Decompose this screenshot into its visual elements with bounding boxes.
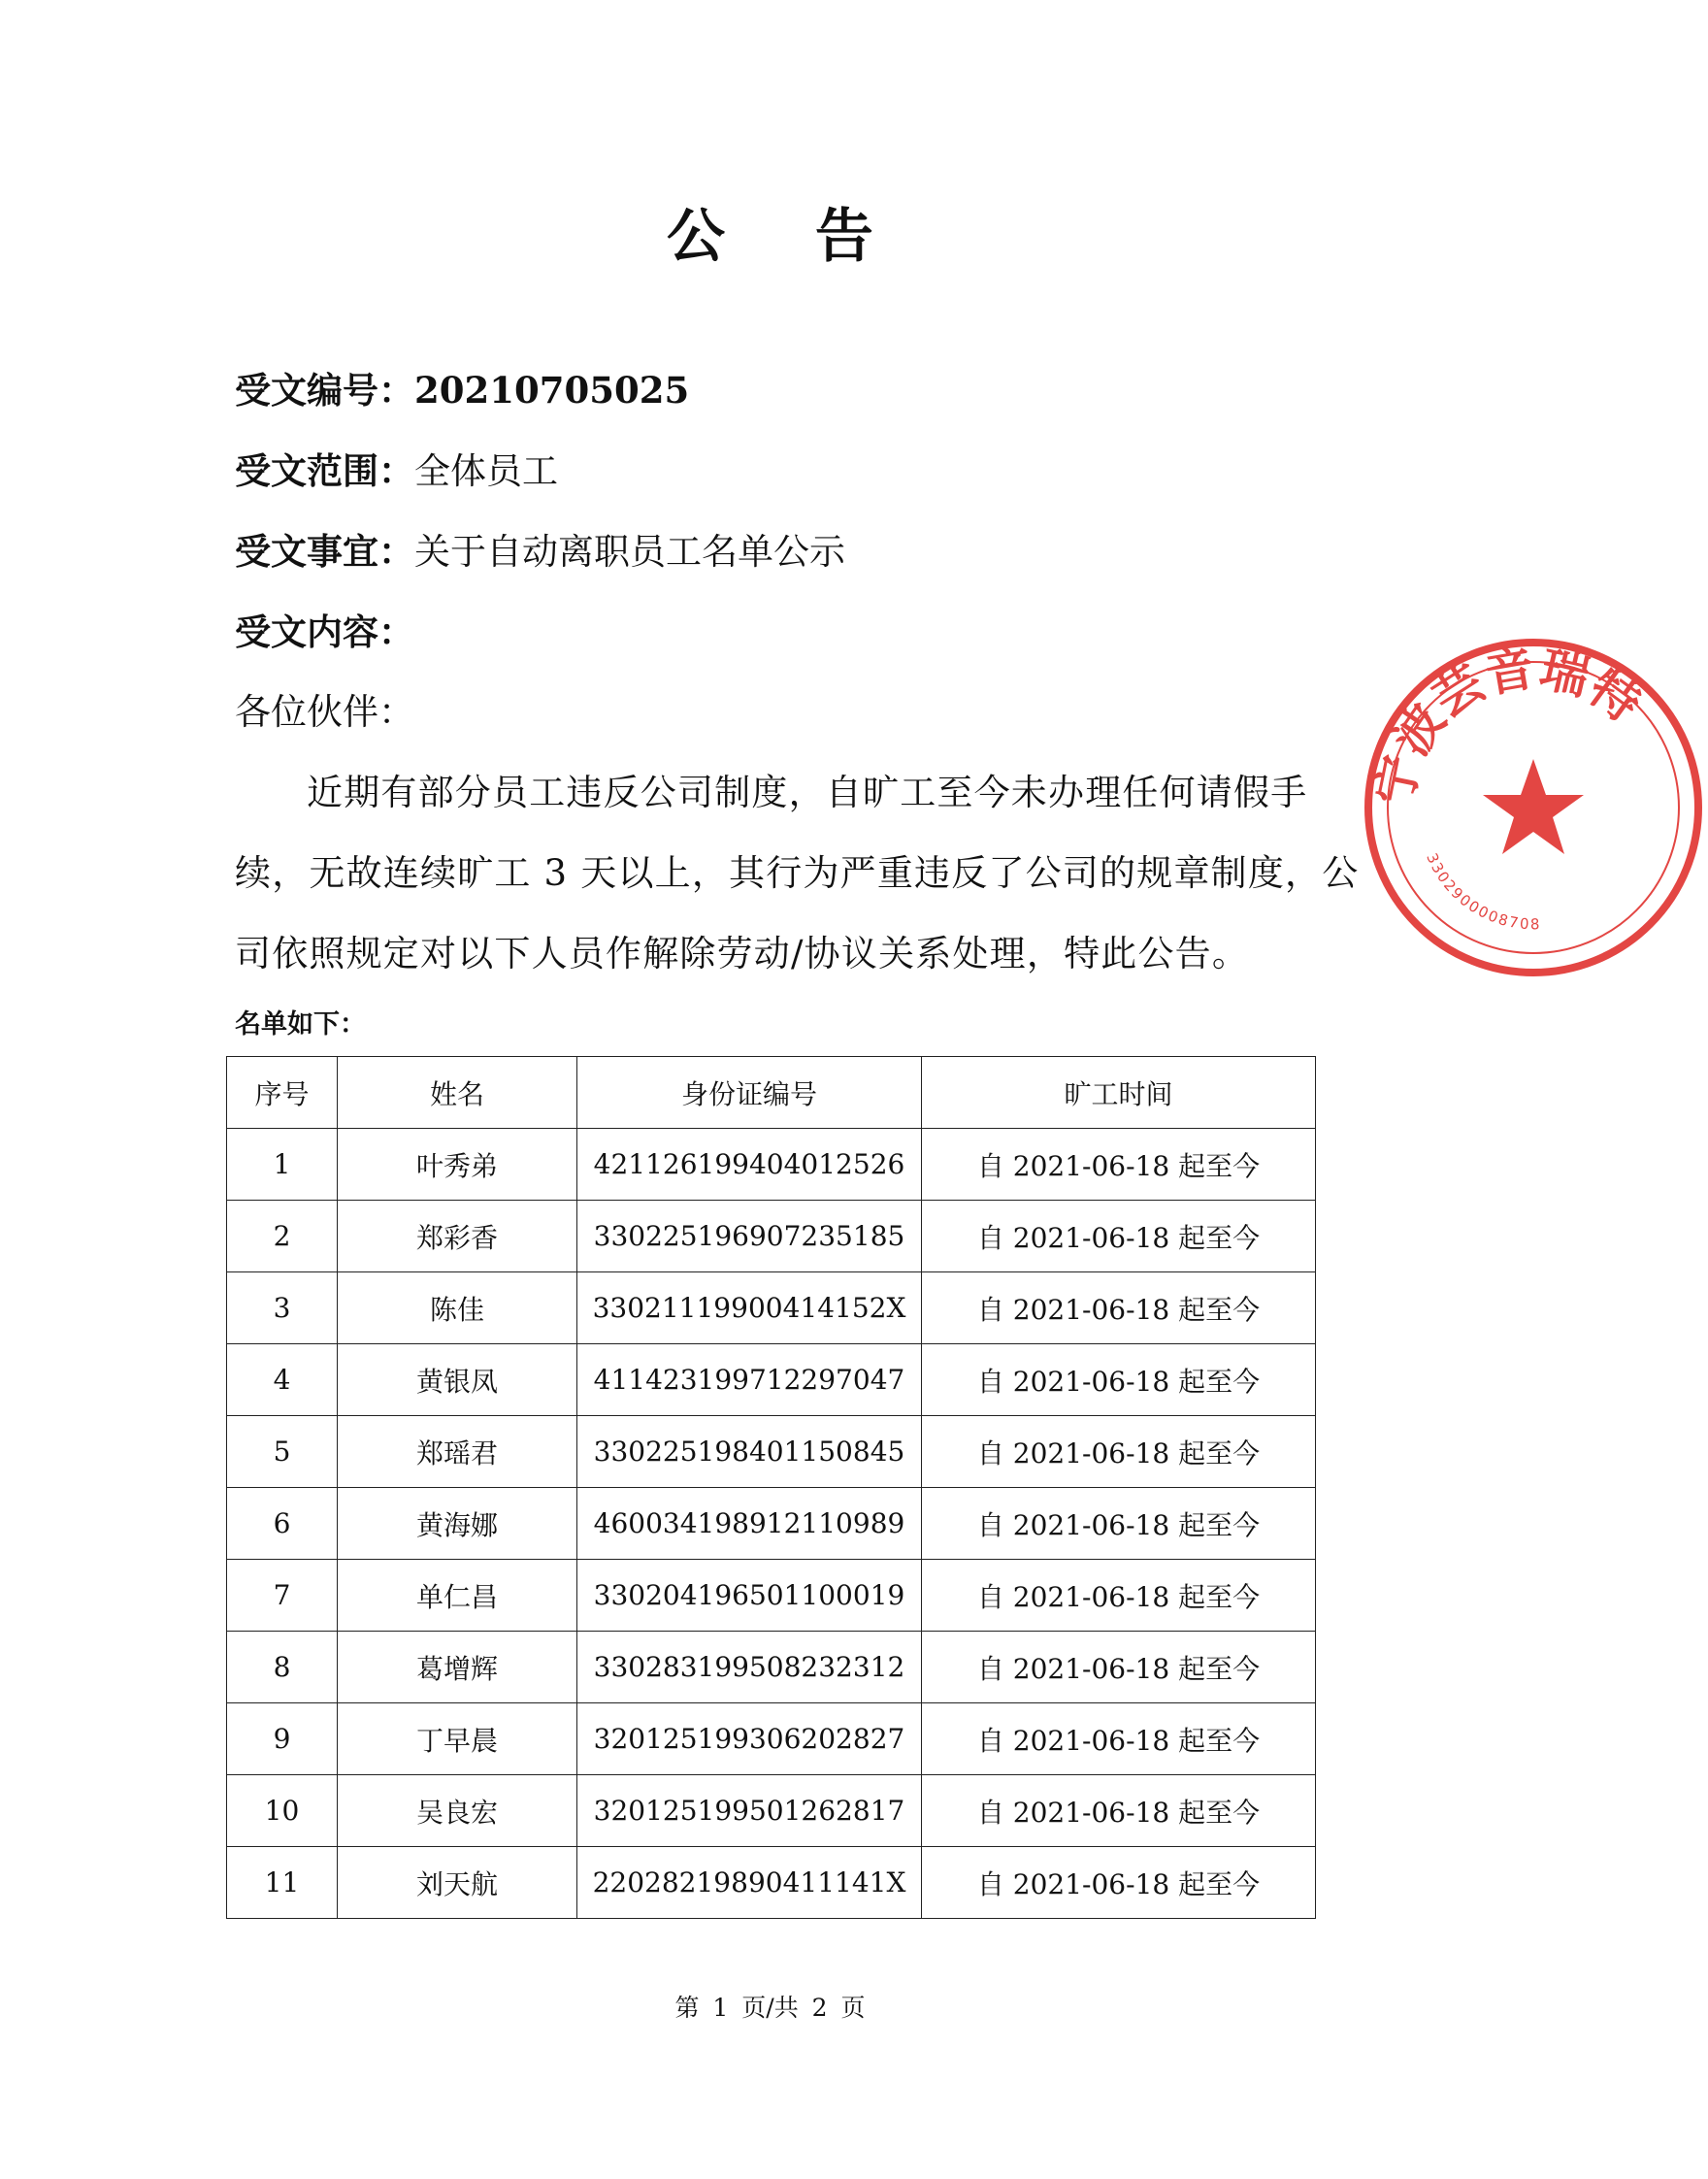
table-row bbox=[227, 1847, 1316, 1919]
cell-absence-period: 自 2021-06-18 起至今 bbox=[922, 1201, 1316, 1272]
paragraph-line-2: 续，无故连续旷工 3 天以上，其行为严重违反了公司的规章制度，公 bbox=[235, 852, 1360, 894]
employee-table bbox=[226, 1056, 1316, 1919]
cell-name: 葛增辉 bbox=[338, 1632, 577, 1703]
header-name: 姓名 bbox=[338, 1057, 577, 1129]
table-row bbox=[227, 1129, 1316, 1201]
table-row bbox=[227, 1703, 1316, 1775]
doc-number-line bbox=[235, 366, 689, 414]
table-header-row bbox=[227, 1057, 1316, 1129]
cell-id-number: 330225196907235185 bbox=[577, 1201, 922, 1272]
cell-name: 丁早晨 bbox=[338, 1703, 577, 1775]
cell-name: 刘天航 bbox=[338, 1847, 577, 1919]
cell-absence-period: 自 2021-06-18 起至今 bbox=[922, 1703, 1316, 1775]
cell-absence-period: 自 2021-06-18 起至今 bbox=[922, 1416, 1316, 1488]
page-footer: 第 1 页/共 2 页 bbox=[674, 1994, 866, 2022]
cell-absence-period: 自 2021-06-18 起至今 bbox=[922, 1560, 1316, 1632]
cell-index: 11 bbox=[227, 1847, 338, 1919]
cell-absence-period: 自 2021-06-18 起至今 bbox=[922, 1344, 1316, 1416]
doc-scope-label: 受文范围： bbox=[235, 449, 414, 492]
paragraph-line-1: 近期有部分员工违反公司制度，自旷工至今未办理任何请假手 bbox=[307, 772, 1308, 813]
cell-absence-period: 自 2021-06-18 起至今 bbox=[922, 1272, 1316, 1344]
cell-id-number: 421126199404012526 bbox=[577, 1129, 922, 1201]
cell-id-number: 33021119900414152X bbox=[577, 1272, 922, 1344]
page-title: 公 告 bbox=[667, 203, 908, 271]
cell-index: 4 bbox=[227, 1344, 338, 1416]
cell-index: 8 bbox=[227, 1632, 338, 1703]
doc-scope-value: 全体员工 bbox=[414, 450, 558, 492]
doc-number-label: 受文编号： bbox=[235, 369, 414, 412]
cell-name: 黄银凤 bbox=[338, 1344, 577, 1416]
cell-id-number: 330204196501100019 bbox=[577, 1560, 922, 1632]
table-row bbox=[227, 1344, 1316, 1416]
cell-absence-period: 自 2021-06-18 起至今 bbox=[922, 1632, 1316, 1703]
doc-subject-label: 受文事宜： bbox=[235, 530, 414, 573]
cell-id-number: 330225198401150845 bbox=[577, 1416, 922, 1488]
cell-id-number: 320125199306202827 bbox=[577, 1703, 922, 1775]
cell-name: 叶秀弟 bbox=[338, 1129, 577, 1201]
cell-absence-period: 自 2021-06-18 起至今 bbox=[922, 1775, 1316, 1847]
table-row bbox=[227, 1775, 1316, 1847]
cell-index: 3 bbox=[227, 1272, 338, 1344]
cell-absence-period: 自 2021-06-18 起至今 bbox=[922, 1847, 1316, 1919]
header-index: 序号 bbox=[227, 1057, 338, 1129]
cell-name: 郑瑶君 bbox=[338, 1416, 577, 1488]
table-body bbox=[227, 1129, 1316, 1919]
header-id-number: 身份证编号 bbox=[577, 1057, 922, 1129]
table-row bbox=[227, 1416, 1316, 1488]
doc-number-value: 20210705025 bbox=[414, 369, 690, 412]
cell-absence-period: 自 2021-06-18 起至今 bbox=[922, 1488, 1316, 1560]
cell-absence-period: 自 2021-06-18 起至今 bbox=[922, 1129, 1316, 1201]
seal-number-text: 3302900008708 bbox=[1423, 850, 1542, 934]
cell-id-number: 460034198912110989 bbox=[577, 1488, 922, 1560]
cell-id-number: 22028219890411141X bbox=[577, 1847, 922, 1919]
cell-index: 1 bbox=[227, 1129, 338, 1201]
doc-scope-line bbox=[235, 446, 558, 495]
cell-index: 2 bbox=[227, 1201, 338, 1272]
cell-name: 单仁昌 bbox=[338, 1560, 577, 1632]
table-row bbox=[227, 1632, 1316, 1703]
paragraph-line-3: 司依照规定对以下人员作解除劳动/协议关系处理，特此公告。 bbox=[235, 933, 1250, 974]
cell-id-number: 320125199501262817 bbox=[577, 1775, 922, 1847]
seal-star-icon bbox=[1483, 759, 1584, 854]
list-label: 名单如下： bbox=[235, 1009, 366, 1040]
cell-index: 5 bbox=[227, 1416, 338, 1488]
seal-name-text: 宁波芸音瑞特 bbox=[1364, 639, 1652, 810]
cell-name: 吴良宏 bbox=[338, 1775, 577, 1847]
table-row bbox=[227, 1272, 1316, 1344]
cell-name: 黄海娜 bbox=[338, 1488, 577, 1560]
doc-content-line bbox=[235, 608, 414, 656]
doc-subject-value: 关于自动离职员工名单公示 bbox=[414, 531, 845, 573]
table-row bbox=[227, 1201, 1316, 1272]
header-absence-period: 旷工时间 bbox=[922, 1057, 1316, 1129]
greeting: 各位伙伴： bbox=[235, 691, 414, 733]
cell-name: 郑彩香 bbox=[338, 1201, 577, 1272]
cell-index: 6 bbox=[227, 1488, 338, 1560]
table-row bbox=[227, 1560, 1316, 1632]
cell-name: 陈佳 bbox=[338, 1272, 577, 1344]
cell-id-number: 330283199508232312 bbox=[577, 1632, 922, 1703]
cell-index: 9 bbox=[227, 1703, 338, 1775]
cell-id-number: 411423199712297047 bbox=[577, 1344, 922, 1416]
cell-index: 10 bbox=[227, 1775, 338, 1847]
cell-index: 7 bbox=[227, 1560, 338, 1632]
doc-content-label: 受文内容： bbox=[235, 611, 414, 653]
table-row bbox=[227, 1488, 1316, 1560]
doc-subject-line bbox=[235, 527, 845, 576]
company-seal bbox=[1359, 633, 1708, 982]
